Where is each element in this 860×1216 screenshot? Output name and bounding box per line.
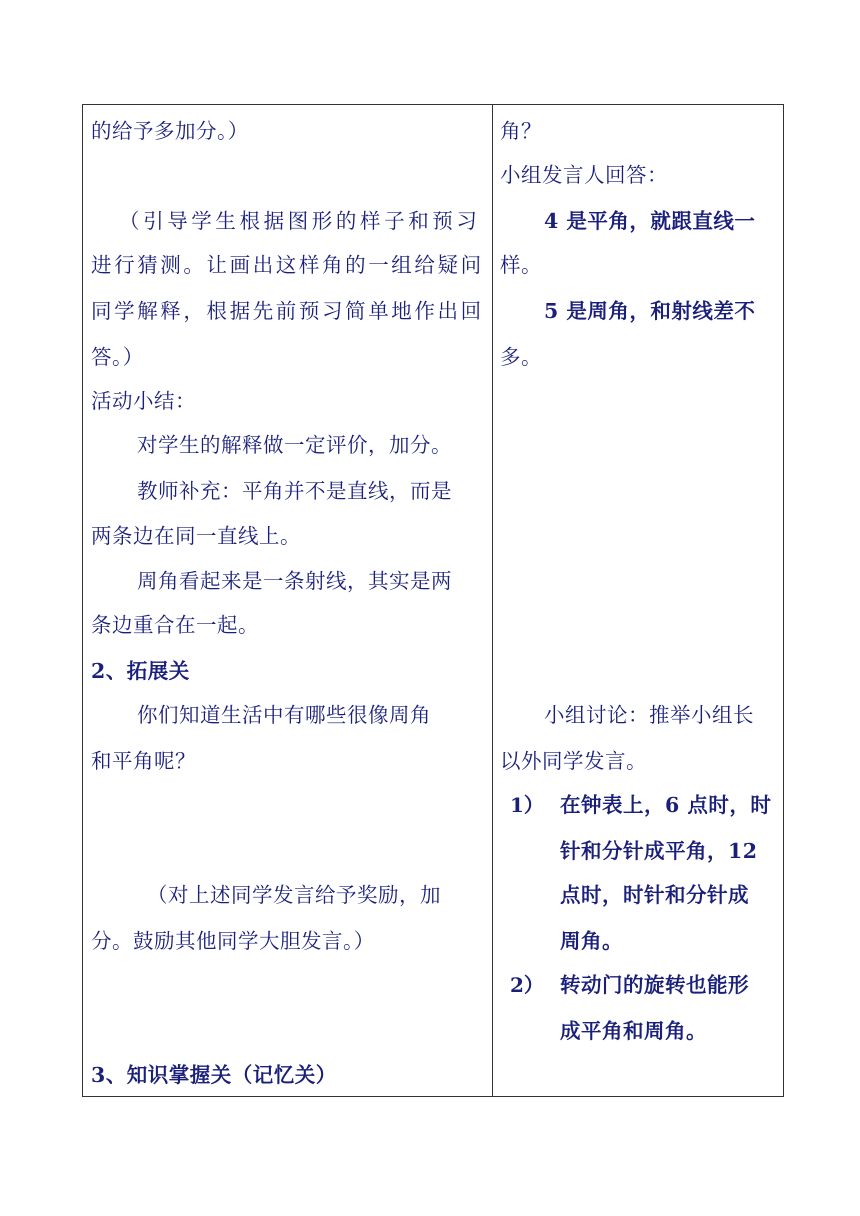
guide-line-4: 答。）: [91, 345, 144, 369]
answer-5-line-1: 5 是周角，和射线差不: [544, 299, 756, 323]
guide-line-3: 同学解释，根据先前预习简单地作出回: [91, 299, 484, 323]
column-divider: [492, 105, 493, 1096]
list-item-1-line-3: 点时，时针和分针成: [560, 883, 749, 907]
section2-question-1: 你们知道生活中有哪些很像周角: [137, 703, 431, 727]
lesson-table: [82, 104, 784, 1097]
answer-title: 小组发言人回答：: [500, 163, 668, 187]
answer-5-line-2: 多。: [500, 345, 542, 369]
guide-line-1: （引导学生根据图形的样子和预习: [119, 209, 481, 233]
summary-title: 活动小结：: [91, 389, 196, 413]
student-column: [500, 105, 780, 1096]
list-item-1-line-1: 在钟表上，6 点时，时: [560, 793, 772, 817]
reward-line-1: （对上述同学发言给予奖励，加: [147, 883, 441, 907]
answer-4-line-1: 4 是平角，就跟直线一: [544, 209, 756, 233]
section2-title: 2、拓展关: [91, 659, 190, 683]
intro-tail: 的给予多加分。）: [91, 119, 249, 143]
guide-line-2: 进行猜测。让画出这样角的一组给疑问: [91, 253, 484, 277]
list-number: 1）: [510, 793, 544, 817]
supplement-line-1: 教师补充：平角并不是直线，而是: [137, 479, 452, 503]
discussion-line-1: 小组讨论：推举小组长: [544, 703, 754, 727]
list-item-2-line-1: 转动门的旋转也能形: [560, 973, 749, 997]
supplement-line-2: 两条边在同一直线上。: [91, 524, 301, 548]
list-number: 2）: [510, 973, 544, 997]
reward-line-2: 分。鼓励其他同学大胆发言。）: [91, 929, 375, 953]
answer-4-line-2: 样。: [500, 253, 542, 277]
section2-question-2: 和平角呢？: [91, 749, 196, 773]
section3-title: 3、知识掌握关（记忆关）: [91, 1063, 337, 1087]
list-item-1-line-4: 周角。: [560, 929, 623, 953]
full-angle-line-2: 条边重合在一起。: [91, 613, 259, 637]
full-angle-line-1: 周角看起来是一条射线，其实是两: [137, 569, 452, 593]
summary-eval: 对学生的解释做一定评价，加分。: [137, 433, 452, 457]
teacher-column: [91, 105, 485, 1096]
discussion-line-2: 以外同学发言。: [500, 749, 647, 773]
right-intro-tail: 角？: [500, 119, 542, 143]
list-item-1-line-2: 针和分针成平角，12: [560, 839, 758, 863]
list-item-2-line-2: 成平角和周角。: [560, 1019, 707, 1043]
